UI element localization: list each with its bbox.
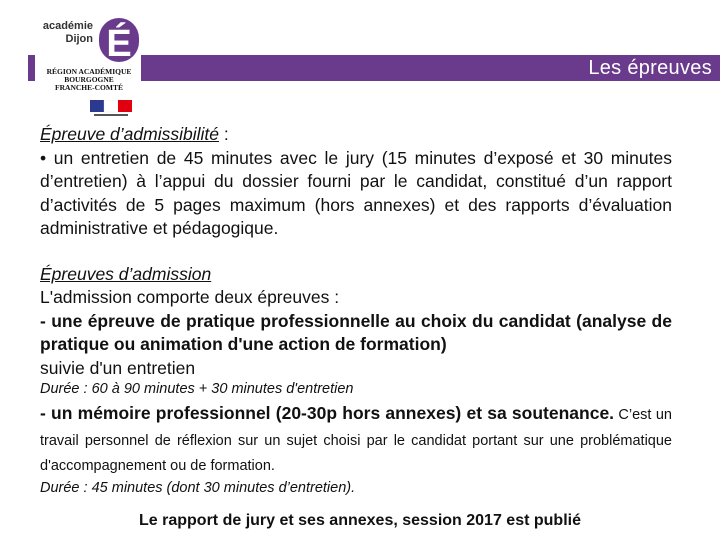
academie-e-icon	[97, 4, 141, 62]
admissibilite-heading-line	[40, 123, 672, 147]
academie-logo	[35, 0, 141, 120]
admission-epreuve-2-line	[40, 402, 672, 479]
admission-epreuve-1: - une épreuve de pratique professionnelle au choix du candidat (analyse de pratique ou animation d'une action de formation)	[40, 310, 672, 354]
marianne-flag-icon	[90, 100, 134, 118]
region-line-1: RÉGION ACADÉMIQUE	[46, 67, 132, 76]
admission-epreuve-2-desc: C’est un travail personnel de réflexion sur un sujet choisi par le candidat portant sur une problématique d'accompagnement ou de formation.	[40, 407, 672, 474]
admissibilite-body: • un entretien de 45 minutes avec le jury (15 minutes d’exposé et 30 minutes d’entretien) à l’appui du dossier fourni par le candidat, constitué d’un rapport d’activités de 5 pages maximum (hors annexes) et des rapports d’évaluation administrative et pédagogique.	[40, 147, 672, 238]
admissibilite-heading: Épreuve d’admissibilité	[40, 124, 219, 144]
admission-heading: Épreuves d’admission	[40, 263, 212, 284]
logo-line-dijon: Dijon	[65, 33, 93, 45]
main-content	[40, 123, 672, 498]
logo-line-academie: académie	[42, 20, 93, 32]
logo-letter: É	[106, 23, 132, 62]
region-label	[37, 68, 141, 92]
admission-intro: L'admission comporte deux épreuves :	[40, 287, 340, 307]
region-line-3: FRANCHE-COMTÉ	[55, 83, 123, 92]
admissibilite-heading-suffix: :	[218, 124, 229, 144]
admission-epreuve-2: - un mémoire professionnel (20-30p hors annexes) et sa soutenance.	[40, 403, 615, 423]
admission-epreuve-1-tail: suivie d'un entretien	[40, 357, 196, 378]
admission-duree-1: Durée : 60 à 90 minutes + 30 minutes d'entretien	[40, 381, 354, 397]
page-title: Les épreuves	[588, 57, 712, 79]
region-line-2: BOURGOGNE	[64, 75, 114, 84]
footer-note: Le rapport de jury et ses annexes, session 2017 est publié	[139, 512, 581, 529]
admission-duree-2: Durée : 45 minutes (dont 30 minutes d’entretien).	[40, 479, 356, 496]
